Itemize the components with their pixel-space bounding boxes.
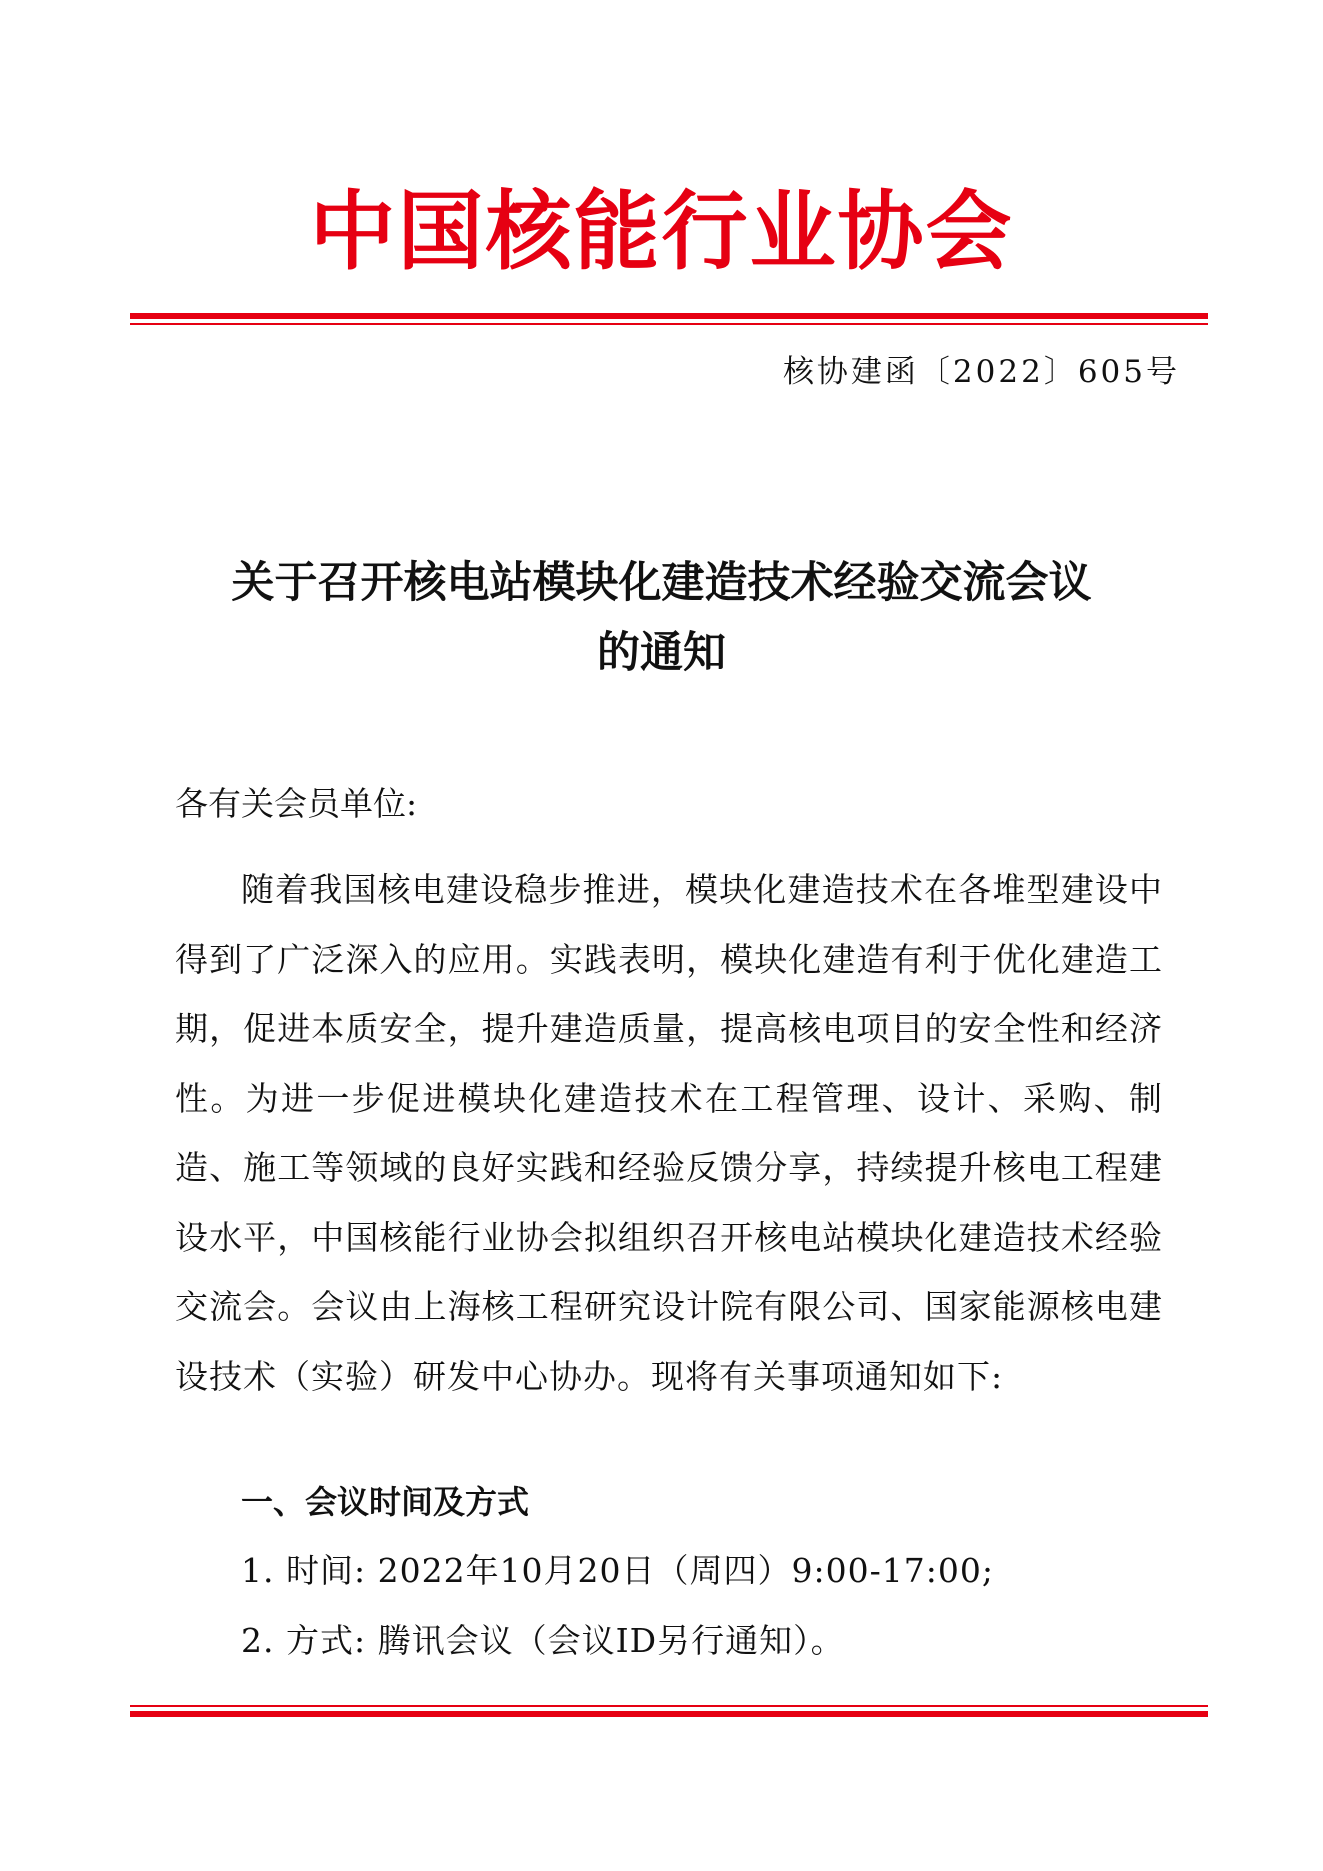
meeting-method-item: 2. 方式: 腾讯会议（会议ID另行通知）。 bbox=[241, 1621, 845, 1660]
organization-letterhead: 中国核能行业协会 bbox=[309, 182, 1014, 282]
rule-thick-line bbox=[130, 1711, 1208, 1717]
letterhead-rule-top bbox=[130, 313, 1208, 325]
document-title bbox=[140, 548, 1183, 688]
body-paragraph: 随着我国核电建设稳步推进，模块化建造技术在各堆型建设中得到了广泛深入的应用。实践表明，模块化建造有利于优化建造工期，促进本质安全，提升建造质量，提高核电项目的安全性和经济性。为进一步促进模块化建造技术在工程管理、设计、采购、制造、施工等领域的良好实践和经验反馈分享，持续提升核电工程建设水平，中国核能行业协会拟组织召开核电站模块化建造技术经验交流会。会议由上海核工程研究设计院有限公司、国家能源核电建设技术（实验）研发中心协办。现将有关事项通知如下: bbox=[175, 870, 1163, 1396]
salutation: 各有关会员单位: bbox=[175, 784, 418, 823]
meeting-time-item: 1. 时间: 2022年10月20日（周四）9:00-17:00; bbox=[241, 1551, 995, 1590]
rule-thin-line bbox=[130, 323, 1208, 325]
document-number: 核协建函〔2022〕605号 bbox=[782, 354, 1180, 390]
section-heading-meeting-time: 一、会议时间及方式 bbox=[241, 1483, 530, 1521]
document-title-line-2: 的通知 bbox=[597, 628, 726, 678]
document-title-line-1: 关于召开核电站模块化建造技术经验交流会议 bbox=[231, 558, 1092, 608]
footer-rule bbox=[130, 1705, 1208, 1717]
